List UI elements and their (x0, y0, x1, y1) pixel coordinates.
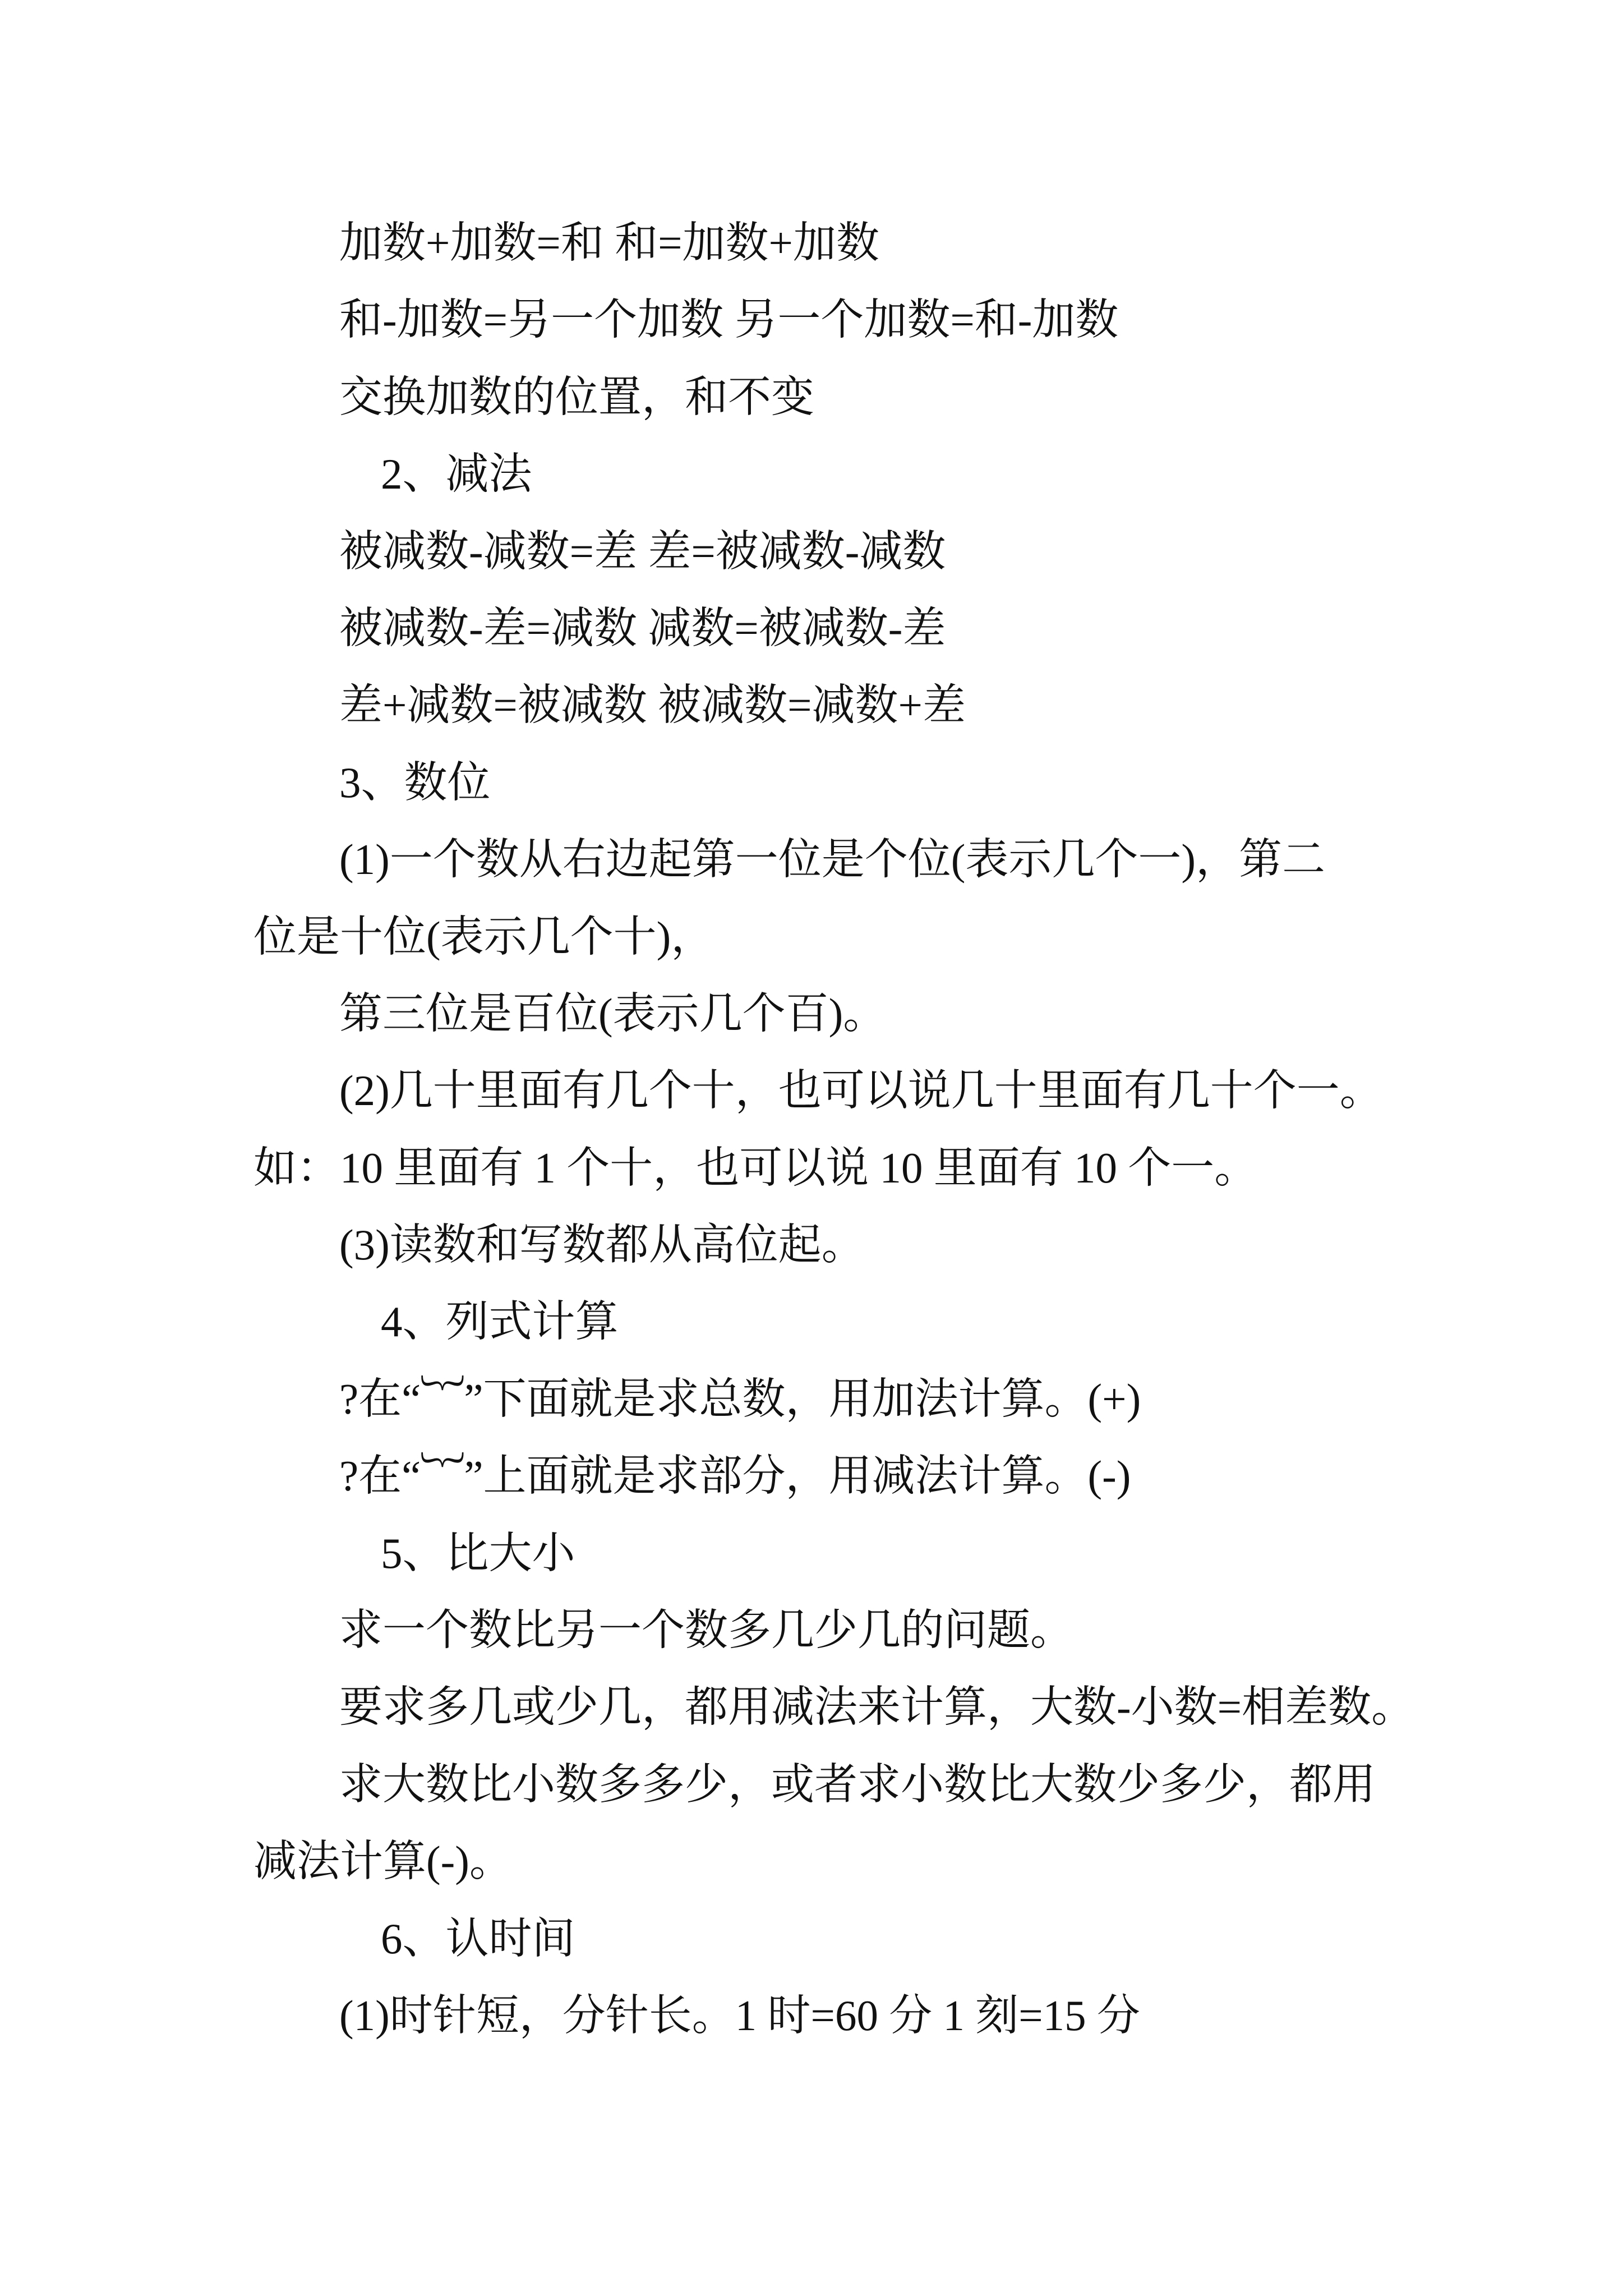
paragraph-line: 求大数比小数多多少，或者求小数比大数少多少，都用 (339, 1760, 1376, 1809)
paragraph-line: 要求多几或少几，都用减法来计算，大数-小数=相差数。 (339, 1683, 1415, 1732)
section-heading: 3、数位 (339, 758, 491, 807)
paragraph-line: ?在“︸”下面就是求总数，用加法计算。(+) (339, 1374, 1141, 1423)
paragraph-line: (3)读数和写数都从高位起。 (339, 1221, 865, 1269)
paragraph-line: ?在“︸”上面就是求部分，用减法计算。(-) (339, 1452, 1131, 1501)
formula-line: 加数+加数=和 和=加数+加数 (339, 219, 879, 267)
document-page (253, 205, 1487, 2054)
section-heading: 2、减法 (381, 450, 532, 499)
paragraph-line: 求一个数比另一个数多几少几的问题。 (339, 1606, 1073, 1655)
paragraph-line: 如：10 里面有 1 个十，也可以说 10 里面有 10 个一。 (253, 1143, 1258, 1192)
paragraph-line: (1)一个数从右边起第一位是个位(表示几个一)，第二 (339, 835, 1326, 884)
paragraph-line: 交换加数的位置，和不变 (339, 372, 814, 421)
formula-line: 和-加数=另一个加数 另一个加数=和-加数 (339, 296, 1119, 344)
formula-line: 被减数-减数=差 差=被减数-减数 (339, 527, 946, 576)
section-heading: 6、认时间 (381, 1914, 575, 1963)
paragraph-line: (2)几十里面有几个十，也可以说几十里面有几十个一。 (339, 1066, 1383, 1115)
formula-line: 被减数-差=减数 减数=被减数-差 (339, 604, 946, 652)
paragraph-line: (1)时针短，分针长。1 时=60 分 1 刻=15 分 (339, 1991, 1140, 2040)
formula-line: 差+减数=被减数 被减数=减数+差 (339, 681, 966, 730)
paragraph-line: 第三位是百位(表示几个百)。 (339, 989, 887, 1038)
section-heading: 4、列式计算 (381, 1297, 619, 1346)
paragraph-line: 减法计算(-)。 (253, 1837, 513, 1886)
section-heading: 5、比大小 (381, 1529, 575, 1577)
paragraph-line: 位是十位(表示几个十)， (253, 912, 714, 961)
